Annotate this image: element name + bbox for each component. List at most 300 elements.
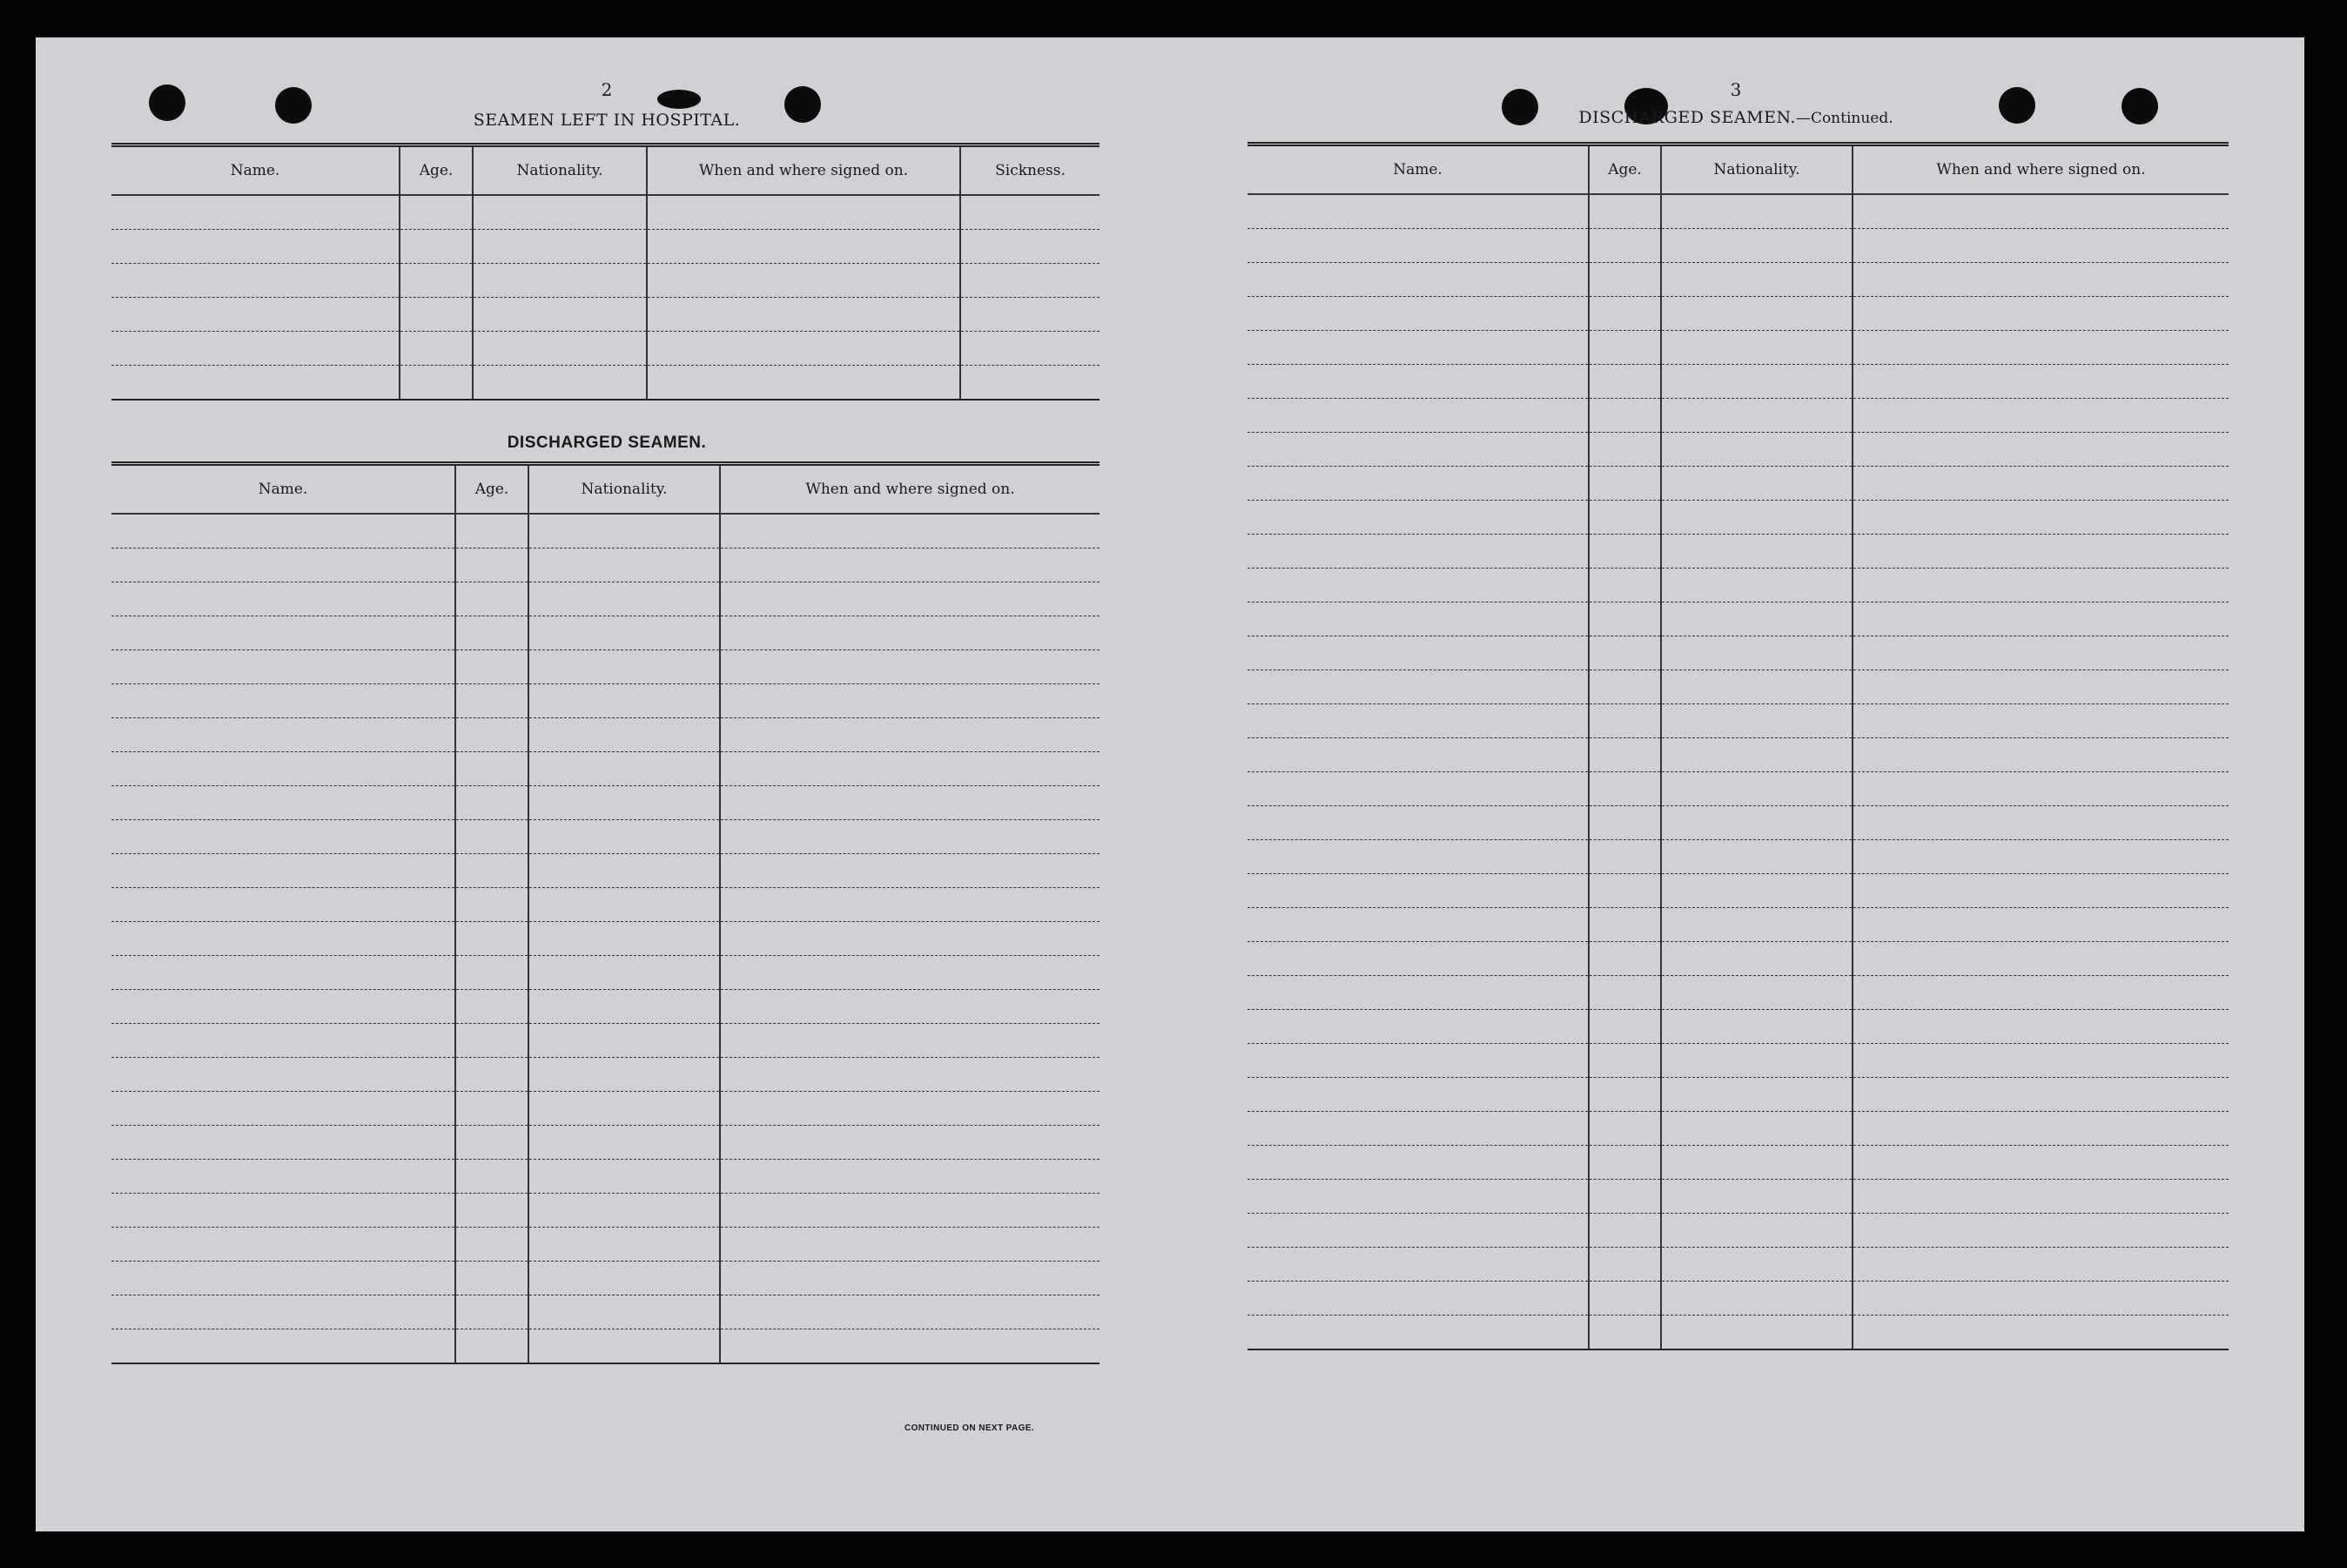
table-row <box>111 1194 1100 1228</box>
table-row <box>111 514 1100 548</box>
table-cell <box>1247 1248 1589 1282</box>
table-cell <box>455 650 528 684</box>
table-cell <box>528 684 720 718</box>
table-cell <box>111 888 455 922</box>
table-cell <box>455 1295 528 1329</box>
table-cell <box>720 684 1100 718</box>
table-cell <box>1853 501 2229 535</box>
table-cell <box>1853 331 2229 365</box>
table-cell <box>647 332 960 366</box>
table-cell <box>111 616 455 650</box>
table-cell <box>720 1024 1100 1058</box>
table-row <box>1247 874 2229 908</box>
table-cell <box>1661 1282 1853 1316</box>
table-cell <box>111 230 400 264</box>
discharged-table-left <box>111 461 1100 1364</box>
table-row <box>1247 433 2229 467</box>
table-row <box>111 684 1100 718</box>
table-row <box>111 195 1100 230</box>
table-cell <box>1589 840 1661 874</box>
table-cell <box>1853 670 2229 704</box>
table-row <box>1247 1180 2229 1214</box>
table-cell <box>455 684 528 718</box>
table-row <box>1247 467 2229 501</box>
table-row <box>1247 569 2229 602</box>
discharged-continued-main: DISCHARGED SEAMEN. <box>1578 108 1796 127</box>
table-cell <box>1589 194 1661 229</box>
table-cell <box>1589 365 1661 399</box>
table-cell <box>1661 636 1853 670</box>
table-row <box>1247 1112 2229 1146</box>
table-cell <box>1247 1316 1589 1350</box>
punch-hole-icon <box>275 87 312 124</box>
table-cell <box>528 990 720 1024</box>
table-cell <box>528 650 720 684</box>
table-cell <box>1247 738 1589 772</box>
table-cell <box>1247 501 1589 535</box>
table-cell <box>1661 535 1853 569</box>
table-row <box>111 922 1100 956</box>
table-cell <box>1589 263 1661 297</box>
table-cell <box>473 230 647 264</box>
table-cell <box>1661 501 1853 535</box>
table-cell <box>720 1160 1100 1194</box>
table-row <box>111 956 1100 990</box>
table-cell <box>1853 1044 2229 1078</box>
table-cell <box>1853 942 2229 976</box>
table-cell <box>1661 1112 1853 1146</box>
table-cell <box>960 332 1100 366</box>
table-cell <box>1589 1316 1661 1350</box>
table-cell <box>1589 1214 1661 1248</box>
table-cell <box>111 1126 455 1160</box>
table-cell <box>1589 399 1661 433</box>
table-cell <box>455 1228 528 1262</box>
table-row <box>1247 229 2229 263</box>
table-row <box>1247 942 2229 976</box>
table-cell <box>1247 636 1589 670</box>
table-cell <box>1589 1044 1661 1078</box>
table-cell <box>1589 535 1661 569</box>
table-cell <box>111 1262 455 1295</box>
table-cell <box>1853 772 2229 806</box>
table-cell <box>1589 1146 1661 1180</box>
table-cell <box>1589 1112 1661 1146</box>
table-cell <box>111 1160 455 1194</box>
table-cell <box>455 1194 528 1228</box>
table-cell <box>1247 1282 1589 1316</box>
table-cell <box>960 298 1100 332</box>
table-cell <box>1589 670 1661 704</box>
table-cell <box>720 1295 1100 1329</box>
page-number-left: 2 <box>601 79 613 100</box>
hospital-header-name: Name. <box>111 145 400 196</box>
table-cell <box>647 366 960 400</box>
table-cell <box>720 888 1100 922</box>
table-cell <box>1661 365 1853 399</box>
table-cell <box>1853 806 2229 840</box>
table-cell <box>1853 535 2229 569</box>
continued-header-when-and-where-signed-on: When and where signed on. <box>1853 145 2229 195</box>
table-cell <box>528 888 720 922</box>
table-cell <box>1589 704 1661 738</box>
table-row <box>111 332 1100 366</box>
table-cell <box>455 514 528 548</box>
hospital-table <box>111 143 1100 400</box>
table-cell <box>455 956 528 990</box>
table-cell <box>1853 874 2229 908</box>
table-row <box>111 752 1100 786</box>
punch-hole-icon <box>784 86 821 123</box>
table-cell <box>1247 840 1589 874</box>
table-cell <box>455 718 528 752</box>
table-cell <box>473 366 647 400</box>
table-cell <box>1661 738 1853 772</box>
table-cell <box>1661 670 1853 704</box>
table-cell <box>1589 1078 1661 1112</box>
table-cell <box>528 1024 720 1058</box>
table-cell <box>1853 1214 2229 1248</box>
table-cell <box>455 854 528 888</box>
table-cell <box>1661 1078 1853 1112</box>
table-row <box>1247 1010 2229 1044</box>
table-cell <box>647 298 960 332</box>
table-row <box>111 1295 1100 1329</box>
table-cell <box>1247 1214 1589 1248</box>
table-row <box>1247 602 2229 636</box>
table-row <box>111 264 1100 298</box>
table-cell <box>720 616 1100 650</box>
table-row <box>1247 535 2229 569</box>
table-cell <box>528 820 720 854</box>
table-row <box>1247 1248 2229 1282</box>
table-row <box>1247 365 2229 399</box>
table-cell <box>1247 704 1589 738</box>
table-cell <box>528 922 720 956</box>
table-cell <box>528 1228 720 1262</box>
table-cell <box>1247 1010 1589 1044</box>
table-row <box>1247 1146 2229 1180</box>
table-cell <box>1247 365 1589 399</box>
table-cell <box>528 548 720 582</box>
table-cell <box>528 1058 720 1092</box>
table-cell <box>111 582 455 616</box>
table-row <box>1247 1044 2229 1078</box>
table-row <box>111 820 1100 854</box>
punch-hole-icon <box>149 84 185 121</box>
table-cell <box>455 1160 528 1194</box>
table-cell <box>1661 1146 1853 1180</box>
table-cell <box>455 582 528 616</box>
table-cell <box>528 1160 720 1194</box>
table-cell <box>1589 1010 1661 1044</box>
table-cell <box>528 1295 720 1329</box>
table-row <box>1247 331 2229 365</box>
table-cell <box>1247 229 1589 263</box>
table-row <box>1247 772 2229 806</box>
table-cell <box>473 264 647 298</box>
table-cell <box>528 854 720 888</box>
table-cell <box>528 514 720 548</box>
table-cell <box>1661 467 1853 501</box>
table-cell <box>1661 704 1853 738</box>
table-cell <box>720 956 1100 990</box>
table-cell <box>111 752 455 786</box>
table-cell <box>528 582 720 616</box>
table-row <box>1247 636 2229 670</box>
table-cell <box>1853 1282 2229 1316</box>
table-row <box>111 1126 1100 1160</box>
discharged-continued-title <box>1562 108 1910 127</box>
table-cell <box>1247 433 1589 467</box>
table-cell <box>455 888 528 922</box>
table-row <box>111 1092 1100 1126</box>
table-cell <box>1853 297 2229 331</box>
table-cell <box>111 1228 455 1262</box>
table-cell <box>1853 467 2229 501</box>
table-cell <box>111 786 455 820</box>
table-row <box>111 786 1100 820</box>
table-row <box>111 548 1100 582</box>
table-cell <box>1853 1078 2229 1112</box>
table-row <box>1247 1282 2229 1316</box>
table-cell <box>1661 1010 1853 1044</box>
table-cell <box>720 718 1100 752</box>
table-cell <box>1589 942 1661 976</box>
table-cell <box>1589 908 1661 942</box>
table-cell <box>720 922 1100 956</box>
hospital-header-sickness: Sickness. <box>960 145 1100 196</box>
hospital-section-title: SEAMEN LEFT IN HOSPITAL. <box>473 111 741 130</box>
table-cell <box>111 1024 455 1058</box>
table-cell <box>111 1329 455 1364</box>
table-row <box>111 582 1100 616</box>
table-cell <box>1853 1112 2229 1146</box>
table-cell <box>111 1194 455 1228</box>
table-cell <box>1661 840 1853 874</box>
table-row <box>111 230 1100 264</box>
table-row <box>111 1228 1100 1262</box>
table-cell <box>720 1058 1100 1092</box>
table-cell <box>528 616 720 650</box>
table-cell <box>111 990 455 1024</box>
table-row <box>1247 806 2229 840</box>
table-cell <box>720 1329 1100 1364</box>
table-cell <box>1853 636 2229 670</box>
table-cell <box>1247 942 1589 976</box>
table-cell <box>111 718 455 752</box>
table-cell <box>720 582 1100 616</box>
table-cell <box>1661 1044 1853 1078</box>
table-cell <box>720 548 1100 582</box>
table-cell <box>1853 908 2229 942</box>
table-cell <box>960 230 1100 264</box>
table-cell <box>1589 874 1661 908</box>
table-cell <box>1661 1180 1853 1214</box>
table-row <box>1247 908 2229 942</box>
table-cell <box>1247 670 1589 704</box>
table-row <box>1247 670 2229 704</box>
table-cell <box>1853 1180 2229 1214</box>
table-cell <box>1247 297 1589 331</box>
table-cell <box>1661 1214 1853 1248</box>
table-cell <box>1589 501 1661 535</box>
table-cell <box>720 514 1100 548</box>
continued-note: CONTINUED ON NEXT PAGE. <box>905 1423 1035 1433</box>
table-cell <box>1853 738 2229 772</box>
table-cell <box>1661 433 1853 467</box>
table-cell <box>1247 331 1589 365</box>
table-cell <box>720 1126 1100 1160</box>
table-cell <box>1853 399 2229 433</box>
table-cell <box>1589 738 1661 772</box>
table-cell <box>720 1262 1100 1295</box>
table-row <box>1247 1078 2229 1112</box>
table-cell <box>1589 229 1661 263</box>
table-row <box>1247 738 2229 772</box>
table-cell <box>528 1126 720 1160</box>
table-cell <box>111 1058 455 1092</box>
table-cell <box>400 366 473 400</box>
table-cell <box>111 1092 455 1126</box>
table-cell <box>400 230 473 264</box>
table-cell <box>1661 569 1853 602</box>
table-cell <box>1661 772 1853 806</box>
table-cell <box>1661 806 1853 840</box>
table-cell <box>720 820 1100 854</box>
table-cell <box>528 1092 720 1126</box>
ledger-sheet <box>36 37 2304 1531</box>
table-cell <box>1589 1282 1661 1316</box>
table-cell <box>111 650 455 684</box>
table-cell <box>1247 194 1589 229</box>
table-cell <box>720 1228 1100 1262</box>
table-cell <box>1661 942 1853 976</box>
hospital-header-nationality: Nationality. <box>473 145 647 196</box>
table-cell <box>473 298 647 332</box>
table-cell <box>111 854 455 888</box>
table-cell <box>647 195 960 230</box>
table-cell <box>647 264 960 298</box>
table-cell <box>1589 331 1661 365</box>
table-cell <box>1589 467 1661 501</box>
discharged-continued-suffix: —Continued. <box>1795 110 1893 127</box>
table-cell <box>473 195 647 230</box>
continued-header-nationality: Nationality. <box>1661 145 1853 195</box>
table-cell <box>960 264 1100 298</box>
table-cell <box>1661 976 1853 1010</box>
table-cell <box>1247 1078 1589 1112</box>
table-cell <box>111 820 455 854</box>
table-cell <box>400 195 473 230</box>
table-cell <box>720 990 1100 1024</box>
table-cell <box>1661 331 1853 365</box>
table-cell <box>1853 1010 2229 1044</box>
table-cell <box>455 1092 528 1126</box>
table-cell <box>1589 297 1661 331</box>
table-cell <box>528 786 720 820</box>
discharged-table-right <box>1247 142 2229 1350</box>
table-cell <box>1247 908 1589 942</box>
table-cell <box>1661 602 1853 636</box>
table-cell <box>720 786 1100 820</box>
table-cell <box>528 1329 720 1364</box>
table-cell <box>528 718 720 752</box>
table-row <box>1247 1316 2229 1350</box>
discharged-section-title: DISCHARGED SEAMEN. <box>507 434 707 452</box>
table-cell <box>111 366 400 400</box>
punch-hole-icon <box>1502 89 1538 125</box>
table-cell <box>1853 365 2229 399</box>
table-cell <box>455 1024 528 1058</box>
table-cell <box>111 195 400 230</box>
table-cell <box>1661 263 1853 297</box>
table-cell <box>455 820 528 854</box>
table-cell <box>1589 433 1661 467</box>
table-cell <box>455 1058 528 1092</box>
table-cell <box>111 684 455 718</box>
table-cell <box>528 1262 720 1295</box>
table-cell <box>528 752 720 786</box>
table-cell <box>1247 772 1589 806</box>
table-row <box>1247 976 2229 1010</box>
table-cell <box>1853 602 2229 636</box>
table-cell <box>1247 1180 1589 1214</box>
punch-hole-icon <box>657 90 701 109</box>
table-cell <box>1589 976 1661 1010</box>
table-cell <box>720 854 1100 888</box>
table-cell <box>400 264 473 298</box>
table-row <box>111 616 1100 650</box>
table-cell <box>1853 263 2229 297</box>
table-cell <box>1661 874 1853 908</box>
table-cell <box>1247 874 1589 908</box>
table-cell <box>111 514 455 548</box>
table-row <box>111 1329 1100 1364</box>
table-cell <box>455 1329 528 1364</box>
table-cell <box>455 548 528 582</box>
table-cell <box>400 298 473 332</box>
table-cell <box>1853 1248 2229 1282</box>
table-cell <box>960 366 1100 400</box>
table-cell <box>1589 806 1661 840</box>
table-cell <box>400 332 473 366</box>
table-row <box>111 366 1100 400</box>
table-cell <box>455 990 528 1024</box>
table-cell <box>1589 636 1661 670</box>
hospital-header-when-and-where-signed-on: When and where signed on. <box>647 145 960 196</box>
table-row <box>111 650 1100 684</box>
table-cell <box>1853 976 2229 1010</box>
table-cell <box>473 332 647 366</box>
table-cell <box>1589 1248 1661 1282</box>
table-cell <box>1661 399 1853 433</box>
table-cell <box>455 1126 528 1160</box>
table-row <box>1247 297 2229 331</box>
table-cell <box>455 786 528 820</box>
table-cell <box>720 650 1100 684</box>
table-cell <box>528 1194 720 1228</box>
table-row <box>1247 194 2229 229</box>
table-cell <box>1247 1044 1589 1078</box>
table-cell <box>1589 569 1661 602</box>
table-cell <box>1247 569 1589 602</box>
table-cell <box>1247 976 1589 1010</box>
table-cell <box>111 548 455 582</box>
table-cell <box>455 616 528 650</box>
table-cell <box>111 922 455 956</box>
table-cell <box>1247 1146 1589 1180</box>
